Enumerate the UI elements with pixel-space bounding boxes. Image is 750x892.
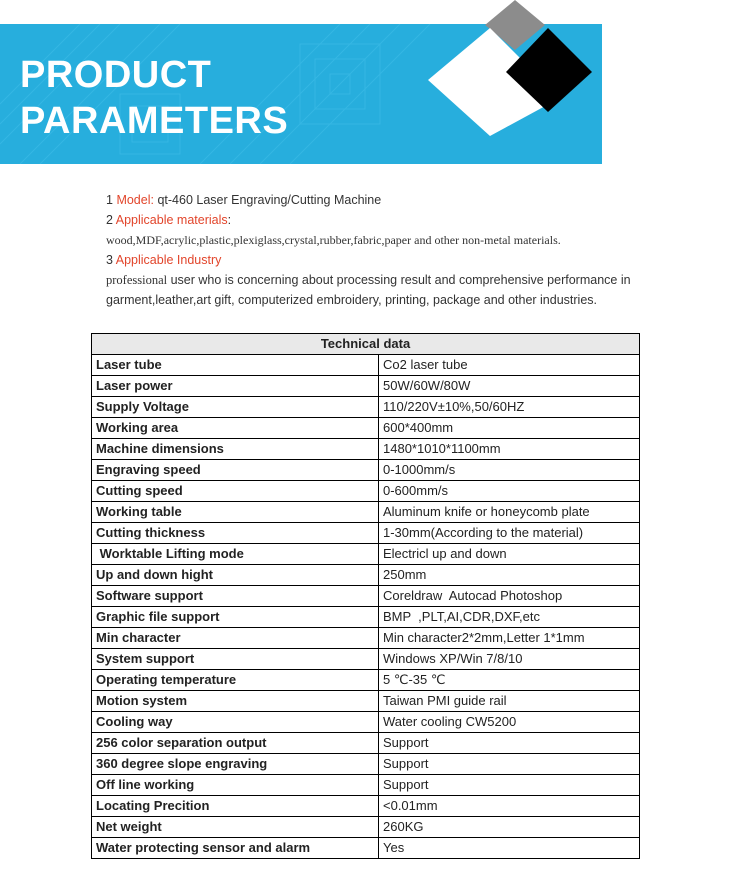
- spec-key: 256 color separation output: [92, 733, 379, 754]
- intro-section: [106, 190, 646, 310]
- table-row: [92, 397, 640, 418]
- spec-key: 360 degree slope engraving: [92, 754, 379, 775]
- table-row: [92, 460, 640, 481]
- industry-label: Applicable Industry: [115, 253, 222, 267]
- spec-key: Off line working: [92, 775, 379, 796]
- spec-value: 260KG: [379, 817, 640, 838]
- intro-item-materials: 2 Applicable materials:: [106, 213, 232, 227]
- spec-value: Co2 laser tube: [379, 355, 640, 376]
- spec-value: Support: [379, 775, 640, 796]
- table-row: [92, 586, 640, 607]
- table-row: [92, 502, 640, 523]
- table-row: [92, 607, 640, 628]
- table-row: [92, 649, 640, 670]
- table-header: Technical data: [92, 334, 640, 355]
- spec-key: Worktable Lifting mode: [92, 544, 379, 565]
- spec-value: 5 ℃-35 ℃: [379, 670, 640, 691]
- spec-key: Net weight: [92, 817, 379, 838]
- spec-value: Electricl up and down: [379, 544, 640, 565]
- table-row: [92, 565, 640, 586]
- spec-value: 1480*1010*1100mm: [379, 439, 640, 460]
- spec-key: Machine dimensions: [92, 439, 379, 460]
- spec-key: Working table: [92, 502, 379, 523]
- table-row: [92, 775, 640, 796]
- materials-text: wood,MDF,acrylic,plastic,plexiglass,crystal,rubber,fabric,paper and other non-metal materials.: [106, 233, 561, 247]
- spec-key: Laser tube: [92, 355, 379, 376]
- banner-title: [20, 52, 288, 144]
- spec-value: Yes: [379, 838, 640, 859]
- spec-value: Support: [379, 733, 640, 754]
- spec-key: Cooling way: [92, 712, 379, 733]
- table-row: [92, 418, 640, 439]
- table-body: [92, 355, 640, 859]
- table-row: [92, 691, 640, 712]
- table-row: [92, 481, 640, 502]
- spec-value: Water cooling CW5200: [379, 712, 640, 733]
- spec-value: 0-600mm/s: [379, 481, 640, 502]
- spec-value: Support: [379, 754, 640, 775]
- table-row: [92, 439, 640, 460]
- spec-value: 1-30mm(According to the material): [379, 523, 640, 544]
- table-row: [92, 838, 640, 859]
- spec-key: Cutting thickness: [92, 523, 379, 544]
- spec-key: System support: [92, 649, 379, 670]
- table-row: [92, 670, 640, 691]
- spec-key: Engraving speed: [92, 460, 379, 481]
- spec-key: Water protecting sensor and alarm: [92, 838, 379, 859]
- banner-title-line1: PRODUCT: [20, 54, 212, 96]
- spec-value: 110/220V±10%,50/60HZ: [379, 397, 640, 418]
- industry-text: professional user who is concerning about processing result and comprehensive performance in garment,leather,art gift, computerized embroidery, printing, package and other industries.: [106, 273, 631, 307]
- model-text: qt-460 Laser Engraving/Cutting Machine: [157, 193, 382, 207]
- spec-value: 50W/60W/80W: [379, 376, 640, 397]
- spec-value: Coreldraw Autocad Photoshop: [379, 586, 640, 607]
- intro-item-industry: 3 Applicable Industry: [106, 253, 222, 267]
- table-row: [92, 733, 640, 754]
- spec-value: Min character2*2mm,Letter 1*1mm: [379, 628, 640, 649]
- table-row: [92, 628, 640, 649]
- spec-value: BMP ,PLT,AI,CDR,DXF,etc: [379, 607, 640, 628]
- banner-title-line2: PARAMETERS: [20, 100, 289, 142]
- model-label: Model:: [116, 193, 154, 207]
- spec-value: Taiwan PMI guide rail: [379, 691, 640, 712]
- spec-value: Windows XP/Win 7/8/10: [379, 649, 640, 670]
- spec-value: 600*400mm: [379, 418, 640, 439]
- spec-key: Graphic file support: [92, 607, 379, 628]
- technical-data-table: [91, 333, 640, 859]
- spec-key: Cutting speed: [92, 481, 379, 502]
- spec-key: Min character: [92, 628, 379, 649]
- spec-key: Operating temperature: [92, 670, 379, 691]
- table-row: [92, 544, 640, 565]
- table-row: [92, 754, 640, 775]
- table-header-row: [92, 334, 640, 355]
- table-row: [92, 376, 640, 397]
- spec-key: Up and down hight: [92, 565, 379, 586]
- spec-key: Working area: [92, 418, 379, 439]
- spec-key: Supply Voltage: [92, 397, 379, 418]
- table-row: [92, 523, 640, 544]
- spec-key: Locating Precition: [92, 796, 379, 817]
- spec-value: Aluminum knife or honeycomb plate: [379, 502, 640, 523]
- spec-key: Laser power: [92, 376, 379, 397]
- spec-value: 250mm: [379, 565, 640, 586]
- table-row: [92, 712, 640, 733]
- table-row: [92, 355, 640, 376]
- table-row: [92, 817, 640, 838]
- materials-label: Applicable materials: [115, 213, 228, 227]
- intro-item-model: 1 Model: qt-460 Laser Engraving/Cutting Machine: [106, 193, 382, 207]
- spec-key: Motion system: [92, 691, 379, 712]
- spec-value: 0-1000mm/s: [379, 460, 640, 481]
- decorative-diamonds: [420, 0, 620, 170]
- spec-value: <0.01mm: [379, 796, 640, 817]
- spec-key: Software support: [92, 586, 379, 607]
- table-row: [92, 796, 640, 817]
